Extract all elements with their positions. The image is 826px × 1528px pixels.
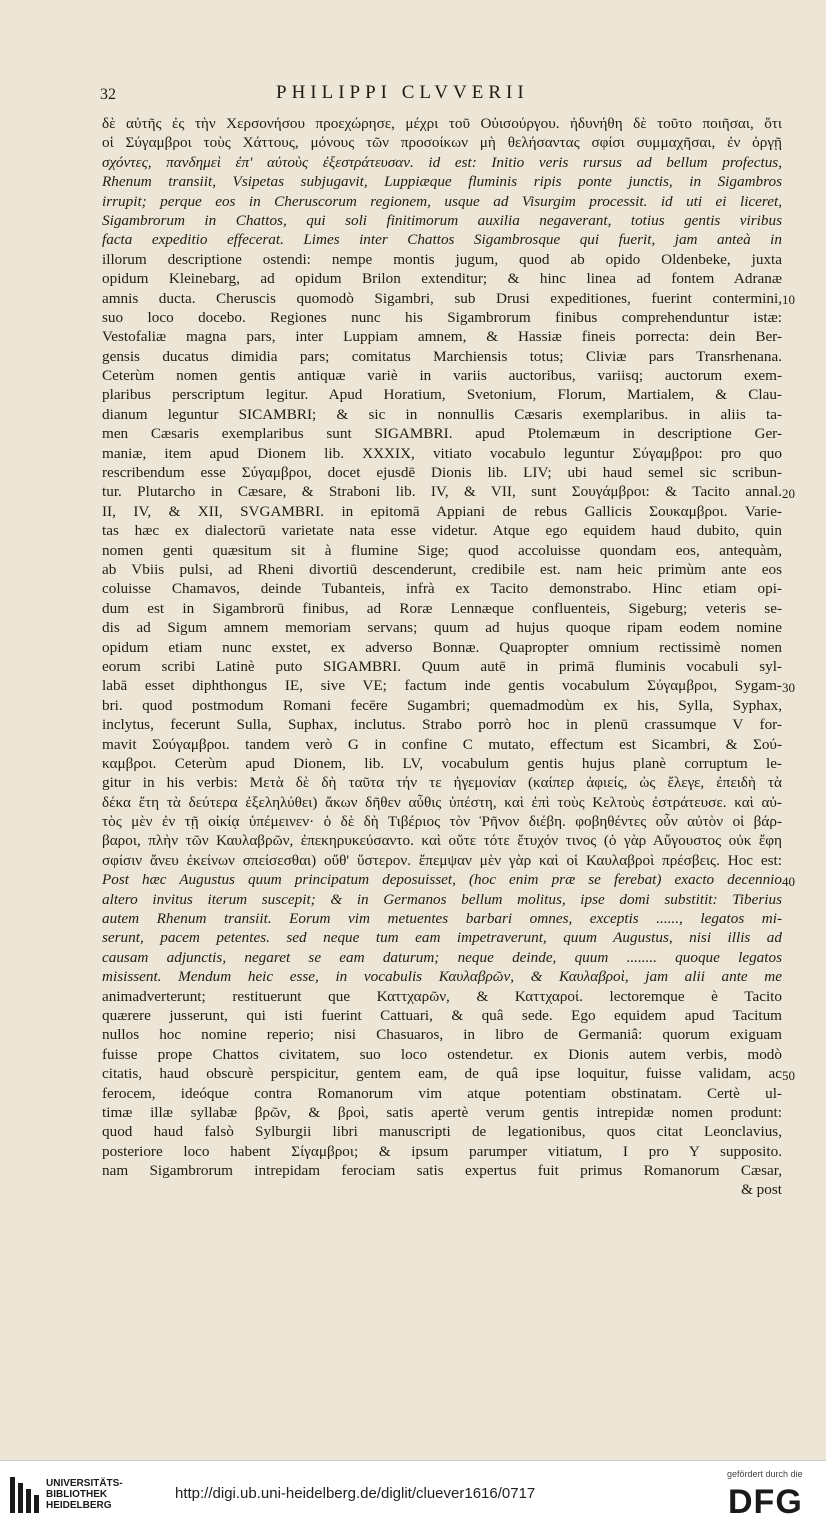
margin-line-number: 20 (782, 485, 795, 501)
text-line: coluisse Chamavos, deinde Tubanteis, infrà ex Tacito demonstrabo. Hinc etiam opi- (102, 580, 782, 598)
text-line: maniæ, item apud Dionem lib. XXXIX, vitiato vocabulo leguntur Σύγαμβροι: pro quo (102, 444, 782, 462)
text-line: opidum etiam nunc exstet, ex adverso Bonnæ. Quapropter omnium rectissimè nomen (102, 638, 782, 656)
text-line: Post hæc Augustus quum principatum deposuisset, (hoc enim præ se ferebat) exacto decennio (102, 871, 782, 889)
margin-line-number: 10 (782, 291, 795, 307)
margin-line-number: 50 (782, 1067, 795, 1083)
text-line: Rhenum transiit, Vsipetas subjugavit, Luppiæque fluminis ripis ponte junctis, in Sigambros (102, 173, 782, 191)
text-line: ab Vbiis pulsi, ad Rheni divortiū descenderunt, credibile est. nam heic primùm ante eos (102, 560, 782, 578)
text-line: posteriore loco habent Σίγαμβροι; & ipsum parumper vitiatum, I pro Y supposito. (102, 1142, 782, 1160)
text-line: irrupit; perque eos in Cheruscorum regionem, usque ad Visurgim processit. id uti ei liceret, (102, 192, 782, 210)
text-line: animadverterunt; restituerunt que Καττχαρῶν, & Καττχαροί. lectoremque è Tacito (102, 987, 782, 1005)
text-line: Vestofaliæ magna pars, inter Luppiam amnem, & Hassiæ fineis porrecta: dein Ber- (102, 328, 782, 346)
text-line: amnis ducta. Cheruscis quomodò Sigambri, sub Drusi expeditiones, fuerint contermini, (102, 289, 782, 307)
text-line: timæ illæ syllabæ βρῶν, & βροὶ, satis apertè verum gentis intrepidæ nomen produnt: (102, 1103, 782, 1121)
text-line: serunt, pacem petentes. sed neque tum eam impetraverunt, quum Augustus, nisi illis ad (102, 929, 782, 947)
text-line: tur. Plutarcho in Cæsare, & Straboni lib. IV, & VII, sunt Σουγάμβροι: & Tacito annal. (102, 483, 782, 501)
text-line: ferocem, ideóque contra Romanorum vim atque potentiam obstinatam. Certè ul- (102, 1084, 782, 1102)
text-line: labā esset diphthongus IE, sive VE; factum inde gentis vocabulum Σύγαμβροι, Sygam- (102, 677, 782, 695)
library-name-line: UNIVERSITÄTS- (46, 1478, 123, 1489)
text-line: eorum scribi Latinè puto SIGAMBRI. Quum autē in primā fluminis vocabuli syl- (102, 657, 782, 675)
running-head (100, 82, 780, 112)
library-name (46, 1478, 123, 1511)
text-line: inclytus, fecerunt Sulla, Suphax, inclutus. Strabo porrò hoc in plenū crassumque V for- (102, 716, 782, 734)
text-line: quod haud falsò Sylburgii libri manuscripti de legationibus, quos citat Leonclavius, (102, 1123, 782, 1141)
text-line: σφίσιν ἄνευ ἐκείνων σπείσεσθαι) οὔθ' ὕστερον. ἔπεμψαν μὲν γὰρ καὶ οἱ Καυλαβροὶ πρέσβεις. Hoc est: (102, 851, 782, 869)
page-number: 32 (100, 86, 116, 103)
text-line: quærere jusserunt, qui isti fuerint Cattuari, & quâ sede. Ego equidem apud Tacitum (102, 1006, 782, 1024)
text-line: βαροι, πλὴν τῶν Καυλαβρῶν, ἐπεκηρυκεύσαντο. καὶ οὔτε τότε ἔτυχόν τινος (ὁ γὰρ Αὔγουστος οὐκ ἔφη (102, 832, 782, 850)
text-line: Ceterùm nomen gentis antiquæ variè in variis auctoribus, variisq; auctorum exem- (102, 367, 782, 385)
library-name-line: BIBLIOTHEK (46, 1489, 108, 1500)
text-line: rescribendum esse Σύγαμβροι, docet ejusdē Dionis lib. LIV; ubi haud semel sic scribun- (102, 464, 782, 482)
text-line: causam adjunctis, negaret se eam daturum; neque deinde, quum ........ quoque legatos (102, 948, 782, 966)
text-line: II, IV, & XII, SVGAMBRI. in epitomā Appiani de rebus Gallicis Σουκαμβροι. Varie- (102, 502, 782, 520)
library-logo-icon (10, 1477, 40, 1513)
library-name-line: HEIDELBERG (46, 1500, 112, 1511)
text-line: nullos hoc nomine reperio; nisi Chasuaros, in libro de Germaniâ: quorum exiguam (102, 1026, 782, 1044)
running-title: PHILIPPI CLVVERII (276, 82, 529, 103)
text-line: facta expeditio effecerat. Limes inter Chattos Sigambrosque qui fuerit, jam anteà in (102, 231, 782, 249)
body-text (102, 114, 782, 1200)
text-line: illorum descriptione ostendi: nempe montis jugum, quod ab opido Oldenbeke, juxta (102, 250, 782, 268)
text-line: dum est in Sigambrorū finibus, ad Roræ Lennæque confluenteis, Sigeburg; veteris se- (102, 599, 782, 617)
text-line: citatis, haud obscurè perspicitur, gentem eam, de quâ ipse loquitur, fuisse validam, ac (102, 1065, 782, 1083)
text-line: misissent. Mendum heic esse, in vocabulis Καυλαβρῶν, & Καυλαβροὶ, jam alii ante me (102, 968, 782, 986)
text-line: altero invitus iterum suscepit; & in Germanos bellum molitus, ipse domi substitit: Tiberius (102, 890, 782, 908)
permalink-url[interactable]: http://digi.ub.uni-heidelberg.de/diglit/cluever1616/0717 (175, 1485, 536, 1502)
text-line: autem Rhenum transiit. Eorum vim metuentes barbari omnes, exceptis ......, legatos mi- (102, 910, 782, 928)
text-line: δέκα ἔτη τὰ δεύτερα ἐξεληλύθει) ἄκων δῆθεν αὖθις ὑπέστη, καὶ ἐπὶ τοὺς Κελτοὺς ἐστράτευσε. καὶ αὐ- (102, 793, 782, 811)
text-line: σχόντες, πανδημεὶ ἐπ' αὐτοὺς ἐξεστράτευσαν. id est: Initio veris rursus ad bellum profectus, (102, 153, 782, 171)
funder-label: gefördert durch die (727, 1469, 803, 1479)
text-line: gitur in his verbis: Μετὰ δὲ δὴ ταῦτα τήν τε ἡγεμονίαν (καίπερ ἀφιείς, ὡς ἔλεγε, ἐπειδὴ τὰ (102, 774, 782, 792)
text-line: & post (741, 1181, 782, 1199)
text-line: τὸς μὲν ἐν τῇ οἰκίᾳ ὑπέμεινεν· ὁ δὲ δὴ Τιβέριος τὸν Ῥῆνον διέβη. φοβηθέντες οὖν αὐτὸν οἱ βάρ- (102, 813, 782, 831)
text-line: dianum leguntur SICAMBRI; & sic in nonnullis Cæsaris exemplaribus. in aliis ta- (102, 405, 782, 423)
text-line: nam Sigambrorum intrepidam ferociam satis expertus fuit primus Romanorum Cæsar, (102, 1162, 782, 1180)
text-line: suo loco docebo. Regiones nunc his Sigambrorum finibus comprehenduntur istæ: (102, 308, 782, 326)
text-line: opidum Kleinebarg, ad opidum Brilon extenditur; & hinc linea ad fontem Adranæ (102, 270, 782, 288)
text-line: δὲ αὐτῆς ἐς τὴν Χερσονήσου προεχώρησε, μέχρι τοῦ Οὐισούργου. ἠδυνήθη δὲ τοῦτο ποιῆσαι, ὅτι (102, 115, 782, 132)
text-line: men Cæsaris exemplaribus sunt SIGAMBRI. apud Ptolemæum in descriptione Ger- (102, 425, 782, 443)
text-line: καμβροι. Ceterùm apud Dionem, lib. LV, vocabulum gentis hujus planè corruptum le- (102, 754, 782, 772)
text-line: tas hæc ex dialectorū varietate nata esse videtur. Atque ego equidem haud dubito, quin (102, 522, 782, 540)
text-line: fuisse prope Chattos civitatem, suo loco ostendetur. ex Dionis autem verbis, modò (102, 1045, 782, 1063)
digitization-footer (0, 1460, 826, 1528)
dfg-logo: DFG (728, 1483, 803, 1521)
text-line: nomen genti quæsitum sit à flumine Sige; quod accoluisse quondam eos, antequàm, (102, 541, 782, 559)
margin-line-number: 40 (782, 873, 795, 889)
margin-line-number: 30 (782, 679, 795, 695)
text-line: dis ad Sigum amnem memoriam servans; quum ad hujus quoque ripam eodem nomine (102, 619, 782, 637)
text-line: plaribus perscriptum legitur. Apud Horatium, Svetonium, Florum, Martialem, & Clau- (102, 386, 782, 404)
text-line: bri. quod postmodum Romani fecēre Sugambri; quemadmodùm ex his, Sylla, Syphax, (102, 696, 782, 714)
text-line: mavit Σούγαμβροι. tandem verò G in confine C mutato, effectum est Sicambri, & Σού- (102, 735, 782, 753)
text-line: gensis ducatus dimidia pars; comitatus Marchiensis totus; Cliviæ pars Transrhenana. (102, 347, 782, 365)
text-line: Sigambrorum in Chattos, qui soli finitimorum auxilia negaverant, totius gentis viribus (102, 211, 782, 229)
text-line: οἱ Σύγαμβροι τοὺς Χάττους, μόνους τῶν προσοίκων μὴ θελήσαντας σφίσι συμμαχῆσαι, ἐν ὀργῇ (102, 134, 782, 152)
